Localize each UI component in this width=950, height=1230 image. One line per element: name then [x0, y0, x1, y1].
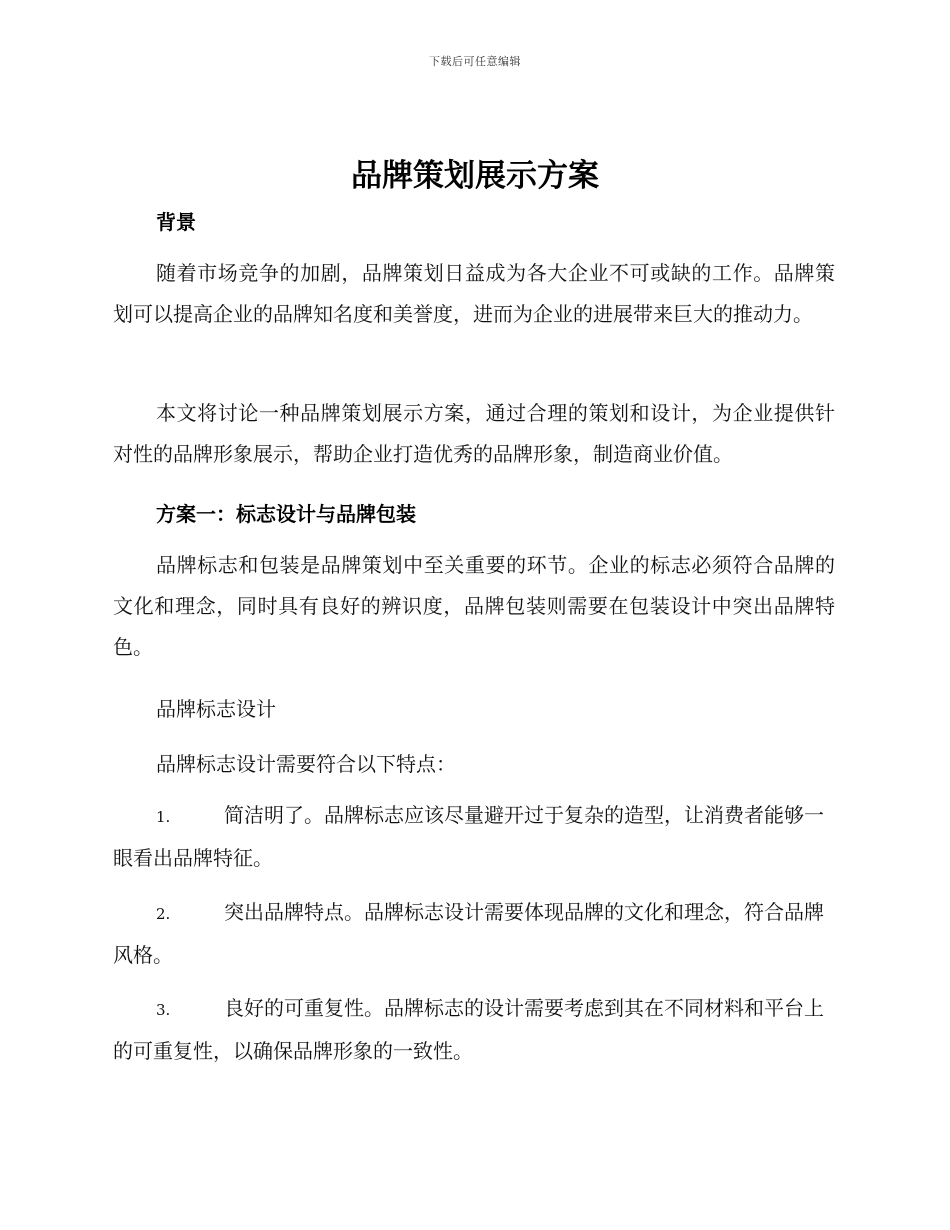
subheading-logo-design: 品牌标志设计: [156, 697, 276, 721]
list-item-number: 2.: [156, 905, 171, 923]
paragraph-background-1: 随着市场竞争的加剧，品牌策划日益成为各大企业不可或缺的工作。品牌策划可以提高企业的品牌知名度和美誉度，进而为企业的进展带来巨大的推动力。: [113, 261, 835, 326]
list-item-text: 突出品牌特点。品牌标志设计需要体现品牌的文化和理念，符合品牌风格。: [113, 900, 824, 967]
document-title: 品牌策划展示方案: [351, 158, 599, 194]
list-item: [113, 988, 835, 1072]
list-item: [113, 892, 835, 976]
paragraph-plan-one: 品牌标志和包装是品牌策划中至关重要的环节。企业的标志必须符合品牌的文化和理念，同时具有良好的辨识度，品牌包装则需要在包装设计中突出品牌特色。: [113, 553, 835, 659]
page-header-note: 下载后可任意编辑: [429, 55, 521, 68]
paragraph-background-2: 本文将讨论一种品牌策划展示方案，通过合理的策划和设计，为企业提供针对性的品牌形象展示，帮助企业打造优秀的品牌形象，制造商业价值。: [113, 401, 835, 466]
list-item-text: 简洁明了。品牌标志应该尽量避开过于复杂的造型，让消费者能够一眼看出品牌特征。: [113, 803, 824, 870]
section-heading-background: 背景: [156, 210, 196, 234]
list-item: [113, 795, 835, 879]
list-intro: 品牌标志设计需要符合以下特点：: [156, 752, 456, 776]
list-item-text: 良好的可重复性。品牌标志的设计需要考虑到其在不同材料和平台上的可重复性，以确保品牌形象的一致性。: [113, 996, 824, 1063]
list-item-number: 1.: [156, 808, 171, 826]
section-heading-plan-one: 方案一：标志设计与品牌包装: [156, 502, 416, 526]
list-item-number: 3.: [156, 1001, 171, 1019]
